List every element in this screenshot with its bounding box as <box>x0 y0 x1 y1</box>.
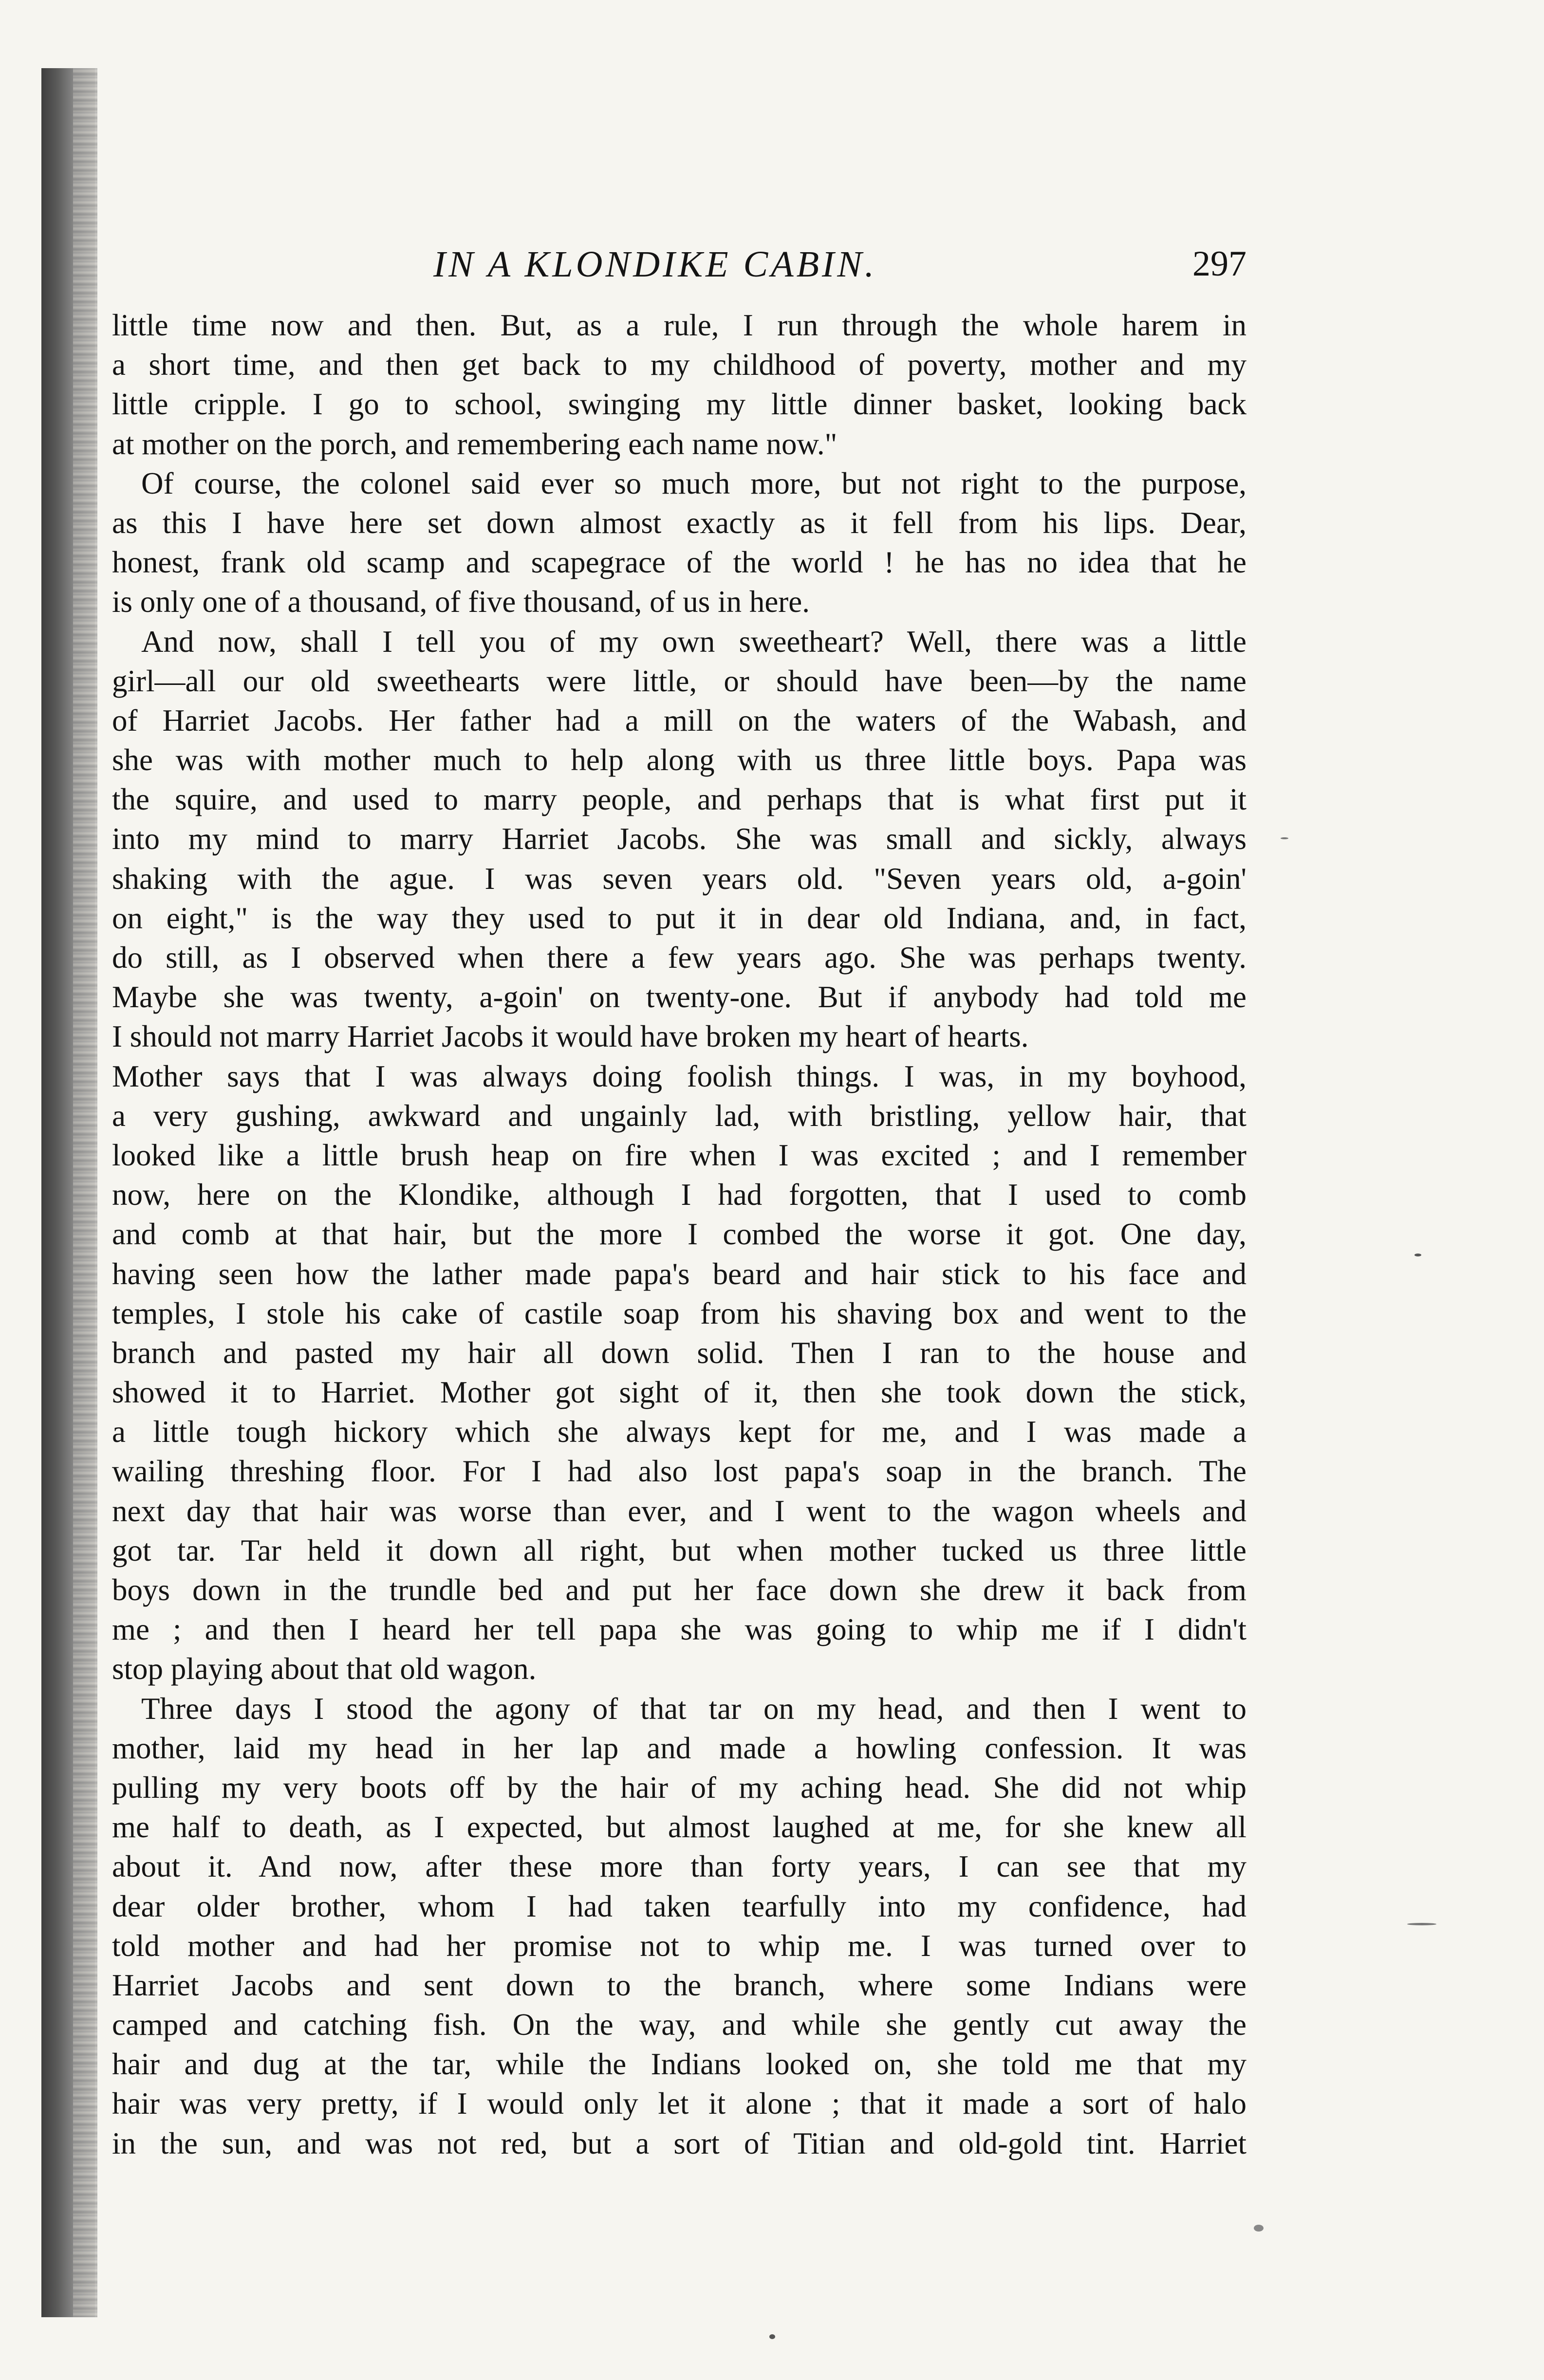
scan-speck <box>1414 1254 1421 1256</box>
text-line: Three days I stood the agony of that tar on my head, and then I went to <box>141 1691 1246 1726</box>
text-line: wailing threshing floor. For I had also lost papa's soap in the branch. The <box>112 1454 1246 1489</box>
scan-speck <box>1281 837 1288 839</box>
page-binding-texture <box>73 68 97 2317</box>
text-line: showed it to Harriet. Mother got sight of it, then she took down the stick, <box>112 1375 1246 1410</box>
scan-speck <box>1407 1923 1436 1925</box>
text-line: hair and dug at the tar, while the Indians looked on, she told me that my <box>112 2047 1246 2082</box>
text-line: And now, shall I tell you of my own sweetheart? Well, there was a little <box>141 624 1246 659</box>
text-line: do still, as I observed when there a few years ago. She was perhaps twenty. <box>112 941 1246 975</box>
text-line: of Harriet Jacobs. Her father had a mill on the waters of the Wabash, and <box>112 703 1246 738</box>
text-line: the squire, and used to marry people, and perhaps that is what first put it <box>112 782 1246 817</box>
page-number: 297 <box>1192 244 1246 284</box>
scan-speck <box>769 2334 775 2339</box>
running-head: IN A KLONDIKE CABIN. <box>433 244 877 285</box>
text-line: honest, frank old scamp and scapegrace of the world ! he has no idea that he <box>112 545 1246 580</box>
text-line: pulling my very boots off by the hair of my aching head. She did not whip <box>112 1770 1246 1805</box>
text-line: a little tough hickory which she always kept for me, and I was made a <box>112 1415 1246 1449</box>
text-line: temples, I stole his cake of castile soap from his shaving box and went to the <box>112 1296 1246 1330</box>
text-line: branch and pasted my hair all down solid. Then I ran to the house and <box>112 1335 1246 1370</box>
text-line: a short time, and then get back to my childhood of poverty, mother and my <box>112 348 1246 382</box>
text-line: into my mind to marry Harriet Jacobs. She was small and sickly, always <box>112 822 1246 856</box>
text-line: me half to death, as I expected, but almost laughed at me, for she knew all <box>112 1810 1246 1845</box>
text-line: Of course, the colonel said ever so much more, but not right to the purpose, <box>141 466 1246 500</box>
text-line: at mother on the porch, and remembering each name now." <box>112 426 837 461</box>
text-line: having seen how the lather made papa's beard and hair stick to his face and <box>112 1256 1246 1291</box>
text-line: told mother and had her promise not to whip me. I was turned over to <box>112 1928 1246 1963</box>
text-line: on eight," is the way they used to put it in dear old Indiana, and, in fact, <box>112 901 1246 935</box>
text-line: girl—all our old sweethearts were little, or should have been—by the name <box>112 664 1246 698</box>
text-line: now, here on the Klondike, although I had forgotten, that I used to comb <box>112 1178 1246 1212</box>
text-line: shaking with the ague. I was seven years old. "Seven years old, a-goin' <box>112 861 1246 896</box>
text-line: and comb at that hair, but the more I combed the worse it got. One day, <box>112 1217 1246 1252</box>
text-line: got tar. Tar held it down all right, but when mother tucked us three little <box>112 1533 1246 1568</box>
text-line: hair was very pretty, if I would only let it alone ; that it made a sort of halo <box>112 2086 1246 2121</box>
page-header <box>112 243 1246 292</box>
text-line: Harriet Jacobs and sent down to the branch, where some Indians were <box>112 1968 1246 2002</box>
text-line: next day that hair was worse than ever, and I went to the wagon wheels and <box>112 1494 1246 1528</box>
text-line: she was with mother much to help along with us three little boys. Papa was <box>112 743 1246 777</box>
text-line: boys down in the trundle bed and put her face down she drew it back from <box>112 1573 1246 1607</box>
text-line: in the sun, and was not red, but a sort of Titian and old-gold tint. Harriet <box>112 2126 1246 2160</box>
text-line: mother, laid my head in her lap and made a howling confession. It was <box>112 1731 1246 1765</box>
text-line: little cripple. I go to school, swinging my little dinner basket, looking back <box>112 387 1246 422</box>
text-line: little time now and then. But, as a rule, I run through the whole harem in <box>112 308 1246 342</box>
text-line: a very gushing, awkward and ungainly lad, with bristling, yellow hair, that <box>112 1098 1246 1133</box>
scan-speck <box>1254 2225 1264 2232</box>
text-line: me ; and then I heard her tell papa she was going to whip me if I didn't <box>112 1612 1246 1647</box>
body-text <box>112 306 1246 2163</box>
text-line: I should not marry Harriet Jacobs it would have broken my heart of hearts. <box>112 1019 1029 1054</box>
text-line: dear older brother, whom I had taken tearfully into my confidence, had <box>112 1889 1246 1923</box>
text-line: camped and catching fish. On the way, and while she gently cut away the <box>112 2008 1246 2042</box>
text-line: as this I have here set down almost exactly as it fell from his lips. Dear, <box>112 505 1246 540</box>
text-line: about it. And now, after these more than forty years, I can see that my <box>112 1849 1246 1884</box>
text-line: Maybe she was twenty, a-goin' on twenty-one. But if anybody had told me <box>112 980 1246 1015</box>
text-line: stop playing about that old wagon. <box>112 1652 537 1686</box>
text-line: Mother says that I was always doing foolish things. I was, in my boyhood, <box>112 1059 1246 1093</box>
text-line: looked like a little brush heap on fire when I was excited ; and I remember <box>112 1138 1246 1172</box>
text-line: is only one of a thousand, of five thousand, of us in here. <box>112 585 810 619</box>
